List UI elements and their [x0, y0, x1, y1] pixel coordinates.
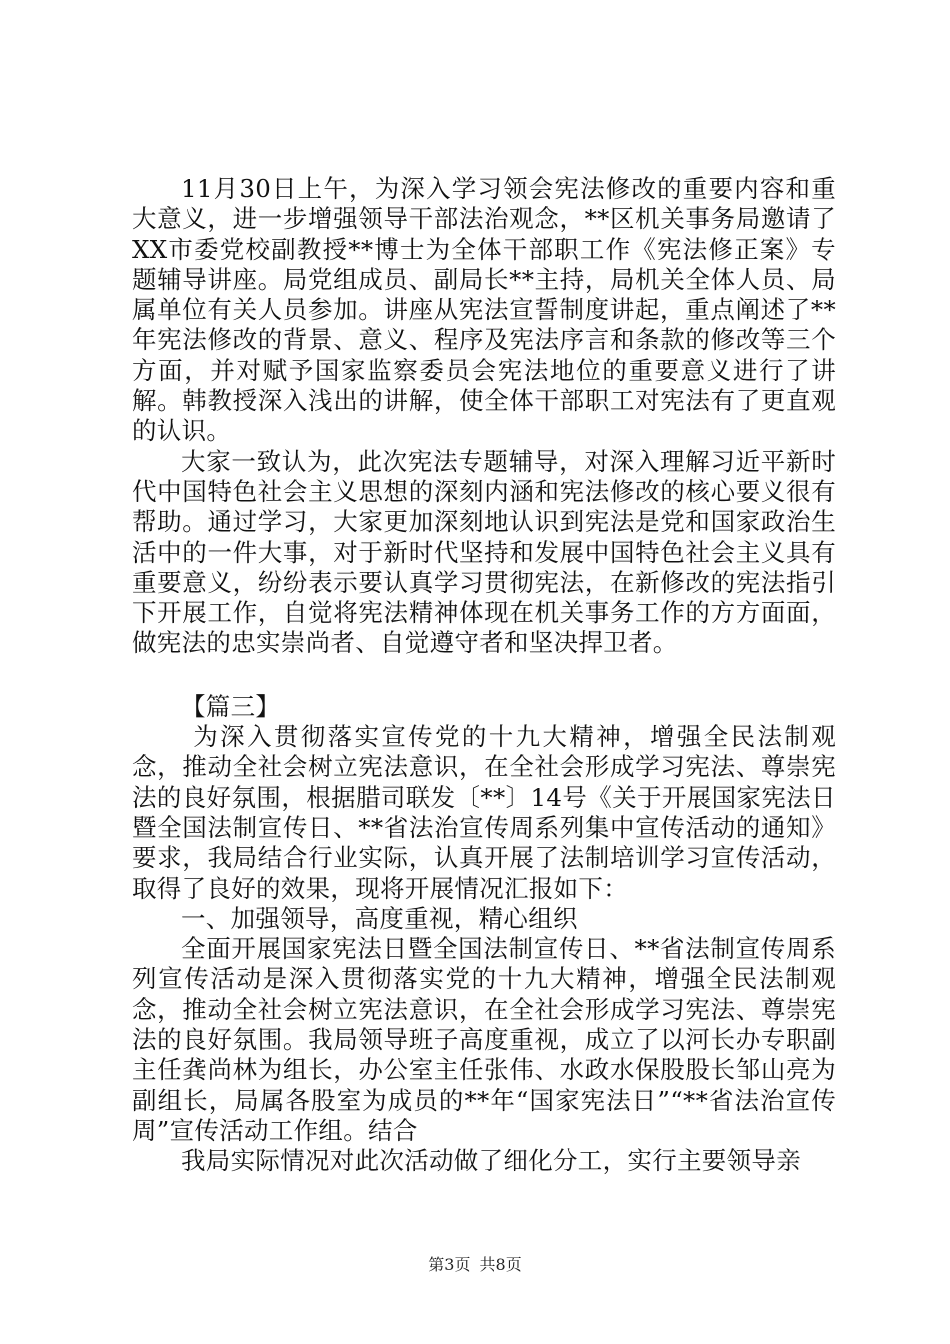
- page-total: 共8页: [479, 1255, 522, 1274]
- page-number: 第3页: [428, 1255, 471, 1274]
- section-heading: 【篇三】: [181, 691, 281, 721]
- paragraph: 我局实际情况对此次活动做了细化分工，实行主要领导亲: [181, 1146, 801, 1176]
- document-body: [132, 174, 836, 1177]
- paragraph: 大家一致认为，此次宪法专题辅导，对深入理解习近平新时代中国特色社会主义思想的深刻内涵和宪法修改的核心要义很有帮助。通过学习，大家更加深刻地认识到宪法是党和国家政治生活中的一件大事，对于新时代坚持和发展中国特色社会主义具有重要意义，纷纷表示要认真学习贯彻宪法，在新修改的宪法指引下开展工作，自觉将宪法精神体现在机关事务工作的方方面面，做宪法的忠实崇尚者、自觉遵守者和坚决捍卫者。: [132, 446, 836, 658]
- page-footer: [0, 1255, 950, 1275]
- paragraph: 全面开展国家宪法日暨全国法制宣传日、**省法制宣传周系列宣传活动是深入贯彻落实党的十九大精神，增强全民法制观念，推动全社会树立宪法意识，在全社会形成学习宪法、尊崇宪法的良好氛围。我局领导班子高度重视，成立了以河长办专职副主任龚尚林为组长，办公室主任张伟、水政水保股股长邹山亮为副组长，局属各股室为成员的**年“国家宪法日”“**省法治宣传周”宣传活动工作组。结合: [132, 934, 836, 1145]
- subheading: 一、加强领导，高度重视，精心组织: [181, 903, 578, 933]
- paragraph: 11月30日上午，为深入学习领会宪法修改的重要内容和重大意义，进一步增强领导干部法治观念，**区机关事务局邀请了XX市委党校副教授**博士为全体干部职工作《宪法修正案》专题辅导讲座。局党组成员、副局长**主持，局机关全体人员、局属单位有关人员参加。讲座从宪法宣誓制度讲起，重点阐述了**年宪法修改的背景、意义、程序及宪法序言和条款的修改等三个方面，并对赋予国家监察委员会宪法地位的重要意义进行了讲解。韩教授深入浅出的讲解，使全体干部职工对宪法有了更直观的认识。: [132, 174, 836, 446]
- paragraph: 为深入贯彻落实宣传党的十九大精神，增强全民法制观念，推动全社会树立宪法意识，在全社会形成学习宪法、尊崇宪法的良好氛围，根据腊司联发〔**〕14号《关于开展国家宪法日暨全国法制宣传日、**省法治宣传周系列集中宣传活动的通知》要求，我局结合行业实际，认真开展了法制培训学习宣传活动，取得了良好的效果，现将开展情况汇报如下：: [132, 722, 836, 903]
